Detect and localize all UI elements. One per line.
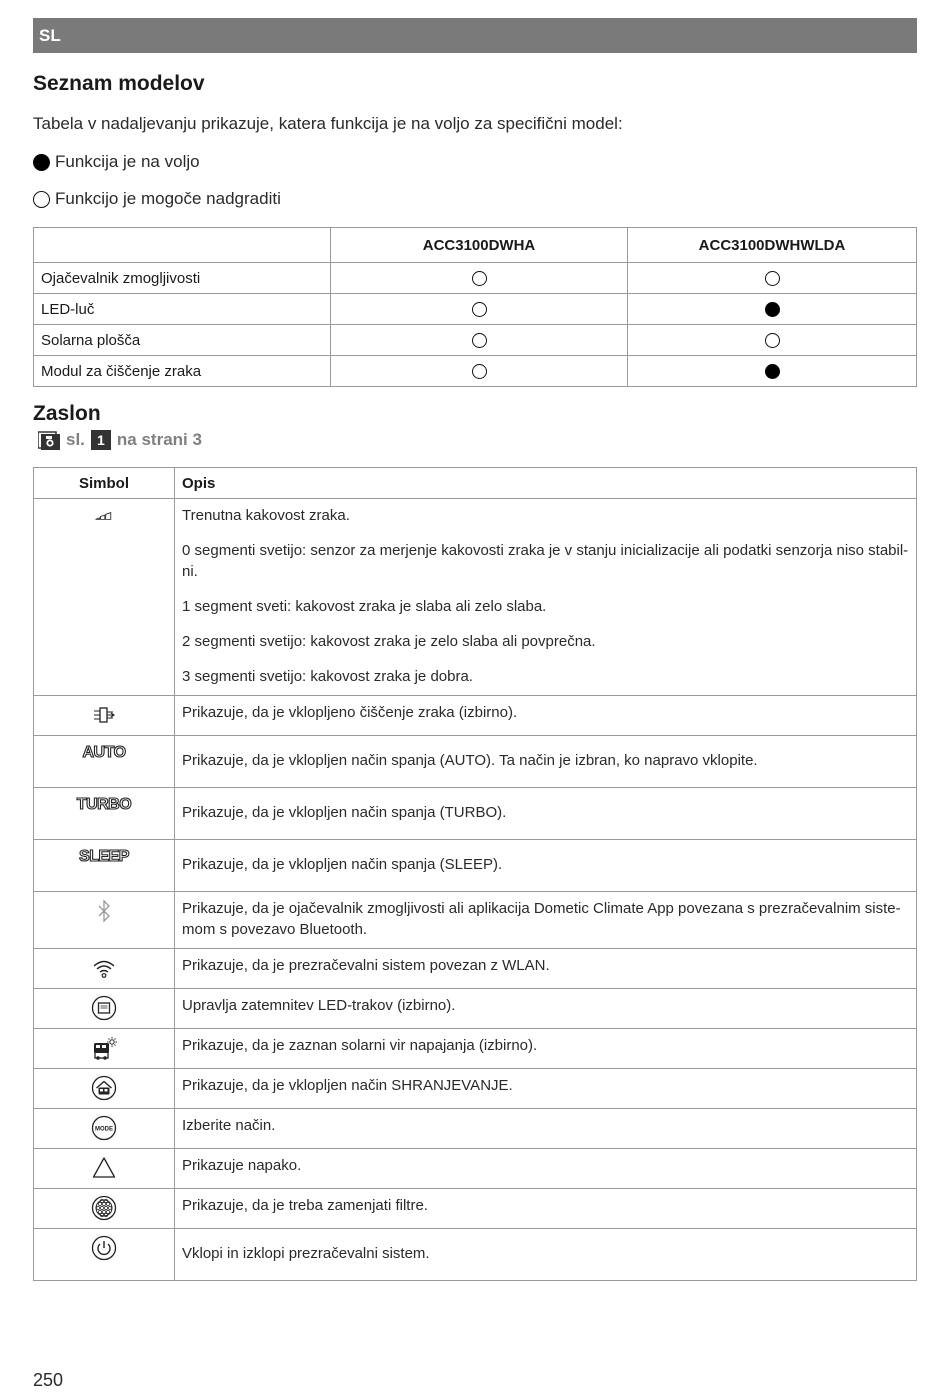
description-cell: [175, 840, 917, 892]
description-text: 1 segment sveti: kakovost zraka je slaba ali zelo slaba.: [182, 598, 547, 615]
feature-name: LED-luč: [34, 294, 331, 325]
availability-cell: [628, 263, 917, 294]
sleep-icon: SLEEP: [79, 848, 129, 865]
figure-reference: [38, 430, 202, 450]
air-quality-icon: [91, 505, 117, 533]
table-row: [34, 736, 917, 788]
table-row: [34, 499, 917, 696]
description-text: Prikazuje napako.: [182, 1157, 302, 1174]
availability-cell: [331, 325, 628, 356]
symbol-cell: [34, 1029, 175, 1069]
display-title: Zaslon: [33, 402, 101, 425]
legend-available: [33, 152, 200, 172]
symbol-cell: [34, 1069, 175, 1109]
description-cell: [175, 1029, 917, 1069]
description-text: 3 segmenti svetijo: kakovost zraka je dobra.: [182, 668, 473, 685]
description-text: Prikazuje, da je ojačevalnik zmogljivosti ali aplikacija Dometic Climate App povezana s prezračevalnim siste-mom s povezavo Bluetooth.: [182, 900, 901, 938]
feature-name: Solarna plošča: [34, 325, 331, 356]
description-text: Prikazuje, da je treba zamenjati filtre.: [182, 1197, 428, 1214]
table-row: [34, 1109, 917, 1149]
table-row: [34, 949, 917, 989]
description-cell: [175, 1109, 917, 1149]
description-cell: [175, 892, 917, 949]
description-cell: [175, 736, 917, 788]
symbol-cell: [34, 1149, 175, 1189]
symbol-column-header: Simbol: [34, 468, 175, 499]
empty-circle-icon: [765, 333, 780, 348]
description-cell: [175, 1189, 917, 1229]
models-intro: Tabela v nadaljevanju prikazuje, katera funkcija je na voljo za specifični model:: [33, 114, 623, 133]
table-row: [34, 1069, 917, 1109]
availability-cell: [331, 356, 628, 387]
table-row: [34, 696, 917, 736]
empty-circle-icon: [472, 271, 487, 286]
description-text: Izberite način.: [182, 1117, 276, 1134]
symbol-cell: [34, 949, 175, 989]
description-text: Prikazuje, da je vklopljeno čiščenje zraka (izbirno).: [182, 704, 518, 721]
symbol-cell: [34, 499, 175, 696]
symbol-cell: [34, 736, 175, 788]
description-cell: [175, 1149, 917, 1189]
turbo-icon: TURBO: [76, 796, 132, 813]
symbol-cell: [34, 696, 175, 736]
table-row: [34, 1149, 917, 1189]
description-cell: [175, 949, 917, 989]
description-cell: [175, 696, 917, 736]
description-cell: [175, 1069, 917, 1109]
table-row: [34, 1029, 917, 1069]
description-text: Prikazuje, da je vklopljen način spanja (AUTO). Ta način je izbran, ko napravo vklopite.: [182, 752, 758, 769]
table-row: [34, 1229, 917, 1281]
page-number: 250: [33, 1370, 64, 1390]
table-row: [34, 892, 917, 949]
availability-cell: [628, 325, 917, 356]
description-text: Upravlja zatemnitev LED-trakov (izbirno).: [182, 997, 456, 1014]
filled-circle-icon: [33, 154, 50, 171]
description-cell: [175, 788, 917, 840]
table-row: [34, 989, 917, 1029]
model-column-header: ACC3100DWHWLDA: [628, 228, 917, 263]
description-text: Prikazuje, da je prezračevalni sistem povezan z WLAN.: [182, 957, 550, 974]
solar-icon: [91, 1035, 117, 1067]
empty-circle-icon: [33, 191, 50, 208]
feature-name: Ojačevalnik zmogljivosti: [34, 263, 331, 294]
empty-circle-icon: [472, 364, 487, 379]
table-row: [34, 294, 917, 325]
symbol-table-header: [34, 468, 917, 499]
model-column-header: ACC3100DWHA: [331, 228, 628, 263]
description-cell: [175, 989, 917, 1029]
legend-upgrade-label: Funkcijo je mogoče nadgraditi: [55, 189, 281, 208]
mode-icon-text: MODE: [95, 1126, 113, 1133]
filter-icon: [91, 1195, 117, 1227]
availability-cell: [331, 263, 628, 294]
description-text: Prikazuje, da je vklopljen način spanja (TURBO).: [182, 804, 507, 821]
availability-cell: [628, 294, 917, 325]
empty-circle-icon: [472, 302, 487, 317]
availability-cell: [331, 294, 628, 325]
availability-cell: [628, 356, 917, 387]
symbol-cell: [34, 989, 175, 1029]
storage-icon: [91, 1075, 117, 1107]
table-row: [34, 788, 917, 840]
description-text: 2 segmenti svetijo: kakovost zraka je zelo slaba ali povprečna.: [182, 633, 596, 650]
models-title: Seznam modelov: [33, 72, 205, 95]
legend-available-label: Funkcija je na voljo: [55, 152, 200, 171]
description-text: Trenutna kakovost zraka.: [182, 507, 350, 524]
power-icon: [91, 1235, 117, 1267]
table-row: [34, 325, 917, 356]
empty-circle-icon: [765, 271, 780, 286]
table-row: [34, 356, 917, 387]
wifi-icon: [91, 955, 117, 987]
warning-icon: [91, 1155, 117, 1187]
filled-circle-icon: [765, 364, 780, 379]
feature-name: Modul za čiščenje zraka: [34, 356, 331, 387]
filled-circle-icon: [765, 302, 780, 317]
description-text: 0 segmenti svetijo: senzor za merjenje kakovosti zraka je v stanju inicializacije ali podatki senzorja niso stabil-ni.: [182, 542, 909, 580]
table-row: [34, 840, 917, 892]
description-text: Prikazuje, da je vklopljen način spanja (SLEEP).: [182, 856, 503, 873]
description-text: Prikazuje, da je vklopljen način SHRANJEVANJE.: [182, 1077, 513, 1094]
figure-ref-suffix: na strani 3: [116, 430, 202, 449]
air-cleaning-icon: [91, 702, 117, 734]
figure-ref-prefix: sl.: [66, 430, 85, 449]
description-text: Prikazuje, da je zaznan solarni vir napajanja (izbirno).: [182, 1037, 538, 1054]
symbol-cell: [34, 788, 175, 840]
description-column-header: Opis: [175, 468, 917, 499]
camera-icon: [38, 430, 60, 450]
description-cell: [175, 1229, 917, 1281]
model-table: [33, 227, 917, 387]
symbol-cell: [34, 840, 175, 892]
language-bar: SL: [33, 18, 917, 53]
table-row: [34, 263, 917, 294]
legend-upgrade: [33, 189, 281, 209]
led-dimmer-icon: [91, 995, 117, 1027]
bluetooth-icon: [91, 898, 117, 930]
mode-icon: [91, 1115, 117, 1147]
description-cell: [175, 499, 917, 696]
symbol-cell: [34, 1189, 175, 1229]
symbol-cell: [34, 1229, 175, 1281]
symbol-table: [33, 467, 917, 1281]
symbol-cell: [34, 892, 175, 949]
auto-icon: AUTO: [82, 744, 126, 761]
feature-column-header: [34, 228, 331, 263]
table-row: [34, 1189, 917, 1229]
description-text: Vklopi in izklopi prezračevalni sistem.: [182, 1245, 430, 1262]
figure-number: 1: [91, 430, 111, 450]
symbol-cell: [34, 1109, 175, 1149]
model-table-header: [34, 228, 917, 263]
empty-circle-icon: [472, 333, 487, 348]
